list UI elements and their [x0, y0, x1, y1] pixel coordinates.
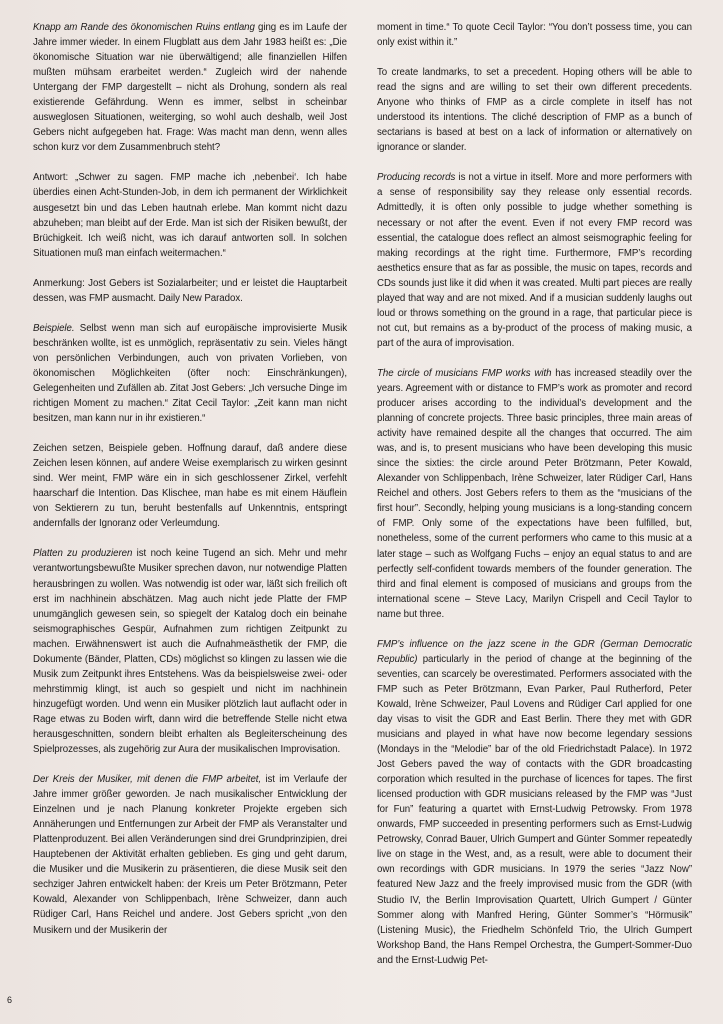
paragraph-text: has increased steadily over the years. Agreement with or distance to FMP’s work as promoter and record producer arises according to the individual’s development and the planning of concrete projects. Three basic principles, three main areas of activity have remained despite all the changes that occurred. The aim was, and is, to present musicians who have been developing this music since the sixties: the circle around Peter Brötzmann, Peter Kowald, Alexander von Schlippenbach, Irène Schweizer, later Rüdiger Carl, Hans Reichel and others. Jost Gebers refers to them as the “musicians of the first hour”. Secondly, helping young musicians is a long-standing concern of FMP. Only some of the expectations have been fulfilled, but, nonetheless, some of the current performers who came to this music at a later stage – such as Wolfgang Fuchs – enjoy an equal status to and are perfectly self-confident towards members of the founder generation. The third and final element is composed of musicians and groups from the international scene – Steve Lacy, Marilyn Crispell and Cecil Taylor to name but three. [377, 367, 693, 620]
paragraph-text: is not a virtue in itself. More and more performers with a sense of responsibility say they release only essential records. Admittedly, it is often only possible to judge whether something is necessary or not after the event. Even if not every FMP record was essential, the catalogue does reflect an almost seismographic feeling for making recordings at the right time. Furthermore, FMP’s recording aesthetics ensure that as far as possible, the music on tapes, records and CDs sounds just like it did when it was created. Multi part pieces are really played that way and are not mixed. And if a musician suddenly laughs out loud or throws something on the ground in a rage, that particular piece is not cut, but remains as a by-product of the process of making music, a part of the aura of improvisation. [377, 172, 692, 349]
paragraph-lead: Producing records [377, 172, 456, 184]
left-column-german [33, 20, 347, 953]
page-number: 6 [7, 995, 13, 1005]
paragraph-ruins [33, 20, 347, 155]
paragraph-text: Zeichen setzen, Beispiele geben. Hoffnung darauf, daß andere diese Zeichen lesen können, auf andere Weise exemplarisch zu wirken gesinnt sind. Wer meint, FMP wäre ein in sich geschlossener Zirkel, verfehlt haarscharf die Intention. Das Klischee, man habe es mit einem Häuflein von Sektierern zu tun, beruht bestenfalls auf Unkenntnis, entspringt andernfalls der Ignoranz oder Verleumdung. [33, 443, 347, 530]
paragraph-platten [33, 546, 347, 757]
paragraph-lead: Knapp am Rande des ökonomischen Ruins entlang [33, 22, 255, 33]
paragraph-lead: The circle of musicians FMP works with [377, 367, 552, 379]
paragraph-lead: Platten zu produzieren [33, 548, 133, 560]
paragraph-text: ging es im Laufe der Jahre immer wieder. In einem Flugblatt aus dem Jahr 1983 heißt es: „Die ökonomische Situation war nie überwältigend; alle finanziellen Hilfen mußten mühsam erarbeitet werden.“ Zugleich wird der nahende Untergang der FMP dargestellt – nicht als Drohung, sondern als real existierende Gefährdung. Wenn es immer, selbst in scheinbar ausweglosen Situationen, weiterging, so wohl auch deshalb, weil Jost Gebers nicht aufgegeben hat. Frage: Was macht man denn, wenn alles schon kurz vor dem Zusammenbruch steht? [33, 22, 347, 154]
paragraph-antwort [33, 170, 347, 260]
paragraph-lead: Der Kreis der Musiker, mit denen die FMP arbeitet, [33, 774, 262, 786]
paragraph-beispiele [33, 321, 347, 426]
paragraph-text: Antwort: „Schwer zu sagen. FMP mache ich ‚nebenbei‘. Ich habe überdies einen Acht-Stunden-Job, in dem ich permanent der Wirklichkeit ausgesetzt bin und das Leben hautnah erlebe. Man kommt nicht dazu abzuheben; man bleibt auf der Erde. Man ist sich der Risiken bewußt, der Brüchigkeit. Ich weiß nicht, was ich darauf antworten soll. In solchen Situationen muß man einfach weitermachen.“ [33, 172, 347, 259]
paragraph-producing-records [377, 170, 692, 351]
paragraph-moment [377, 20, 692, 50]
paragraph-circle [377, 366, 692, 622]
paragraph-text: moment in time.“ To quote Cecil Taylor: “You don’t possess time, you can only exist within it.” [377, 22, 692, 49]
paragraph-text: particularly in the period of change at the beginning of the seventies, can scarcely be overestimated. Performers associated with the FMP such as Peter Brötzmann, Evan Parker, Paul Rutherford, Peter Kowald, Irène Schweizer, Paul Lovens and Rüdiger Carl applied for one day visas to visit the GDR and East Berlin. There they met with GDR musicians and played in what have now become legendary sessions (Mondays in the “Melodie” bar of the old Friedrichstadt Palace). In 1972 Jost Gebers paved the way of contacts with the GDR broadcasting corporation which resulted in the purchase of licences for tapes. The first licensed production with GDR musicians released by the FMP was “Just for Fun” featuring a quartet with Ernst-Ludwig Petrowsky. From 1978 onwards, FMP succeeded in presenting performers such as Ernst-Ludwig Petrowsky, Conrad Bauer, Ulrich Gumpert and Günter Sommer repeatedly live on stage in the West, and, as a result, were able to document their own recordings with GDR musicians. In 1979 the series “Jazz Now” featured New Jazz and the freely improvised music from the GDR (with Studio IV, the Berlin Improvisation Quartett, Ulrich Gumpert / Günter Sommer along with Manfred Hering, Günter Sommer’s “Hörmusik” (Listening Music), the Friedhelm Schönfeld Trio, the Ulrich Gumpert Workshop Band, the Hans Rempel Orchestra, the Gumpert-Sommer-Duo and the Ernst-Ludwig Pet- [377, 653, 692, 966]
paragraph-landmarks [377, 65, 692, 155]
paragraph-text: To create landmarks, to set a precedent. Hoping others will be able to read the signs and are willing to set their own different precedents. Anyone who thinks of FMP as a circle complete in itself has not understood its intentions. The cliché description of FMP as a bunch of sectarians is based at best on a lack of information or alternatively on ignorance or slander. [377, 67, 692, 154]
paragraph-text: ist im Verlaufe der Jahre immer größer geworden. Je nach musikalischer Entwicklung der Einzelnen und je nach Planung konkreter Projekte ergeben sich Annäherungen und Entfernungen zur Arbeit der FMP als Veranstalter und Plattenproduzent. Bei allen Veränderungen sind drei Grundprinzipien, drei Hauptebenen der Aktivität erhalten geblieben. Es ging und geht darum, die Musiker und die Musikerin zu präsentieren, die diese Musik seit den sechziger Jahren entwickelt haben: der Kreis um Peter Brötzmann, Peter Kowald, Alexander von Schlippenbach, Irène Schweizer, dann auch Rüdiger Carl, Hans Reichel und andere. Jost Gebers spricht „von den Musikern und der Musikerin der [33, 774, 347, 936]
paragraph-lead: FMP’s influence on the jazz scene in the GDR (German Democratic Republic) [377, 638, 692, 665]
paragraph-text: ist noch keine Tugend an sich. Mehr und mehr verantwortungsbewußte Musiker sprechen davon, nur notwendige Platten herausbringen zu wollen. Was notwendig ist oder war, läßt sich freilich oft erst im nachhinein abschätzen. Mag auch nicht jede Platte der FMP unumgänglich gewesen sein, so spiegelt der Katalog doch ein beinahe seismographisches Gespür, Aufnahmen zum richtigen Zeitpunkt zu machen. Erwähnenswert ist auch die Aufnahmeästhetik der FMP, die Dokumente (Bänder, Platten, CDs) möglichst so klingen zu lassen wie die Musik zum Zeitpunkt ihres Entstehens. Was da beispielsweise zwei- oder mehrstimmig klingt, ist auch so gespielt und nicht im nachhinein hinzugefügt worden. Und wenn ein Musiker plötzlich laut auflacht oder in Rage etwas zu Boden wirft, dann wird die betreffende Stelle nicht etwa herausgeschnitten, sondern bleibt erhalten als Begleiterscheinung des Spielprozesses, als zugehörig zur Aura der musikalischen Improvisation. [33, 548, 347, 756]
paragraph-kreis [33, 772, 347, 938]
paragraph-anmerkung [33, 276, 347, 306]
paragraph-text: Anmerkung: Jost Gebers ist Sozialarbeiter; und er leistet die Hauptarbeit dessen, was FMP ausmacht. Daily New Paradox. [33, 277, 347, 304]
paragraph-lead: Beispiele. [33, 322, 75, 334]
right-column-english [377, 20, 692, 983]
paragraph-zeichen [33, 441, 347, 531]
paragraph-gdr [377, 637, 692, 968]
paragraph-text: Selbst wenn man sich auf europäische improvisierte Musik beschränken wollte, ist es unmöglich, repräsentativ zu sein. Vieles hängt von persönlichen Verbindungen, auch von privaten Vorlieben, von ökonomischen Möglichkeiten (öfter noch: Einschränkungen), Gelegenheiten und Zufällen ab. Zitat Jost Gebers: „Ich versuche Dinge im richtigen Moment zu machen.“ Zitat Cecil Taylor: „Zeit kann man nicht besitzen, man kann nur in ihr existieren.“ [33, 322, 347, 425]
